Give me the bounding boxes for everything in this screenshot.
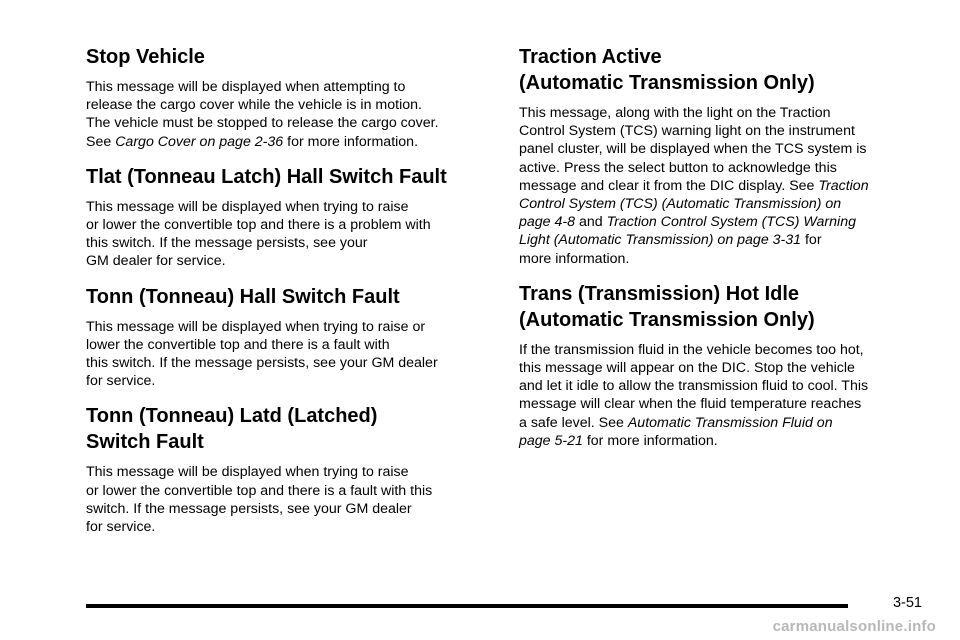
text-line: If the transmission fluid in the vehicle becomes too hot, [519,341,864,358]
paragraph-tonn-hall-switch-fault [86,318,494,391]
text-line: and let it idle to allow the transmission fluid to cool. This [519,378,869,395]
heading-trans-hot-idle [519,281,931,333]
text-line: this switch. If the message persists, see your [86,235,368,252]
cross-reference-link[interactable]: page 5-21 [519,432,583,449]
text-line [519,231,931,249]
heading-line: Tonn (Tonneau) Latd (Latched) [86,405,378,428]
text-line [519,432,931,450]
cross-reference-link[interactable]: Traction [818,177,869,194]
heading-tlat-hall-switch-fault: Tlat (Tonneau Latch) Hall Switch Fault [86,165,447,188]
heading-line: Switch Fault [86,431,204,454]
page-number: 3-51 [892,595,922,611]
cross-reference-link[interactable]: Light (Automatic Transmission) on page 3-31 [519,232,802,249]
text-line: message will clear when the fluid temperature reaches [519,396,862,413]
text-line: panel cluster, will be displayed when the TCS system is [519,141,867,158]
text-line: This message will be displayed when attempting to [86,79,406,95]
text-fragment: for more information. [283,133,419,150]
text-line: This message will be displayed when trying to raise or [86,318,426,335]
text-fragment: and [575,214,607,231]
text-fragment: for more information. [582,432,718,449]
paragraph-trans-hot-idle [519,341,931,450]
text-line: for service. [86,519,156,536]
heading-stop-vehicle: Stop Vehicle [86,46,205,68]
cross-reference-link[interactable]: Traction Control System (TCS) Warning [606,214,856,231]
heading-tonn-latd-switch-fault [86,403,494,455]
footer-rule [86,604,848,608]
paragraph-stop-vehicle [86,78,494,151]
text-line [86,133,494,151]
text-line: this message will appear on the DIC. Stop the vehicle [519,360,855,377]
text-line: GM dealer for service. [86,253,226,270]
heading-line: (Automatic Transmission Only) [519,72,815,94]
text-line [519,414,931,432]
watermark: carmanualsonline.info [772,618,936,635]
heading-line: Traction Active [519,46,662,68]
text-line: for service. [86,373,156,390]
text-line: The vehicle must be stopped to release the cargo cover. [86,115,439,132]
text-line: or lower the convertible top and there is a fault with this [86,482,433,499]
text-fragment: a safe level. See [519,414,628,431]
text-line: lower the convertible top and there is a fault with [86,336,390,353]
text-line [519,195,931,213]
text-line: more information. [519,250,630,267]
heading-line: Trans (Transmission) Hot Idle [519,282,800,305]
text-line [519,177,931,195]
paragraph-traction-active [519,104,931,268]
cross-reference-link[interactable]: Control System (TCS) (Automatic Transmission) on [519,196,842,213]
heading-traction-active [519,44,931,96]
cross-reference-link[interactable]: Cargo Cover on page 2-36 [115,133,284,150]
text-line: this switch. If the message persists, see your GM dealer [86,355,438,372]
text-line: switch. If the message persists, see your GM dealer [86,500,412,517]
text-line: release the cargo cover while the vehicle is in motion. [86,97,422,114]
text-line: or lower the convertible top and there is a problem with [86,217,431,234]
text-line: This message, along with the light on the Traction [519,105,831,121]
cross-reference-link[interactable]: Automatic Transmission Fluid on [627,414,833,431]
heading-line: (Automatic Transmission Only) [519,308,815,331]
text-fragment: message and clear it from the DIC display. See [519,177,819,194]
text-fragment: See [86,133,116,150]
left-column [86,44,494,549]
paragraph-tlat-hall-switch-fault [86,198,494,271]
text-line: This message will be displayed when trying to raise [86,198,409,215]
text-line: This message will be displayed when trying to raise [86,464,409,481]
heading-tonn-hall-switch-fault: Tonn (Tonneau) Hall Switch Fault [86,285,400,308]
cross-reference-link[interactable]: page 4-8 [519,214,576,231]
text-line [519,213,931,231]
text-fragment: for [801,232,822,249]
paragraph-tonn-latd-switch-fault [86,463,494,536]
text-line: Control System (TCS) warning light on the instrument [519,123,855,140]
text-line: active. Press the select button to acknowledge this [519,159,837,176]
right-column [519,44,931,463]
